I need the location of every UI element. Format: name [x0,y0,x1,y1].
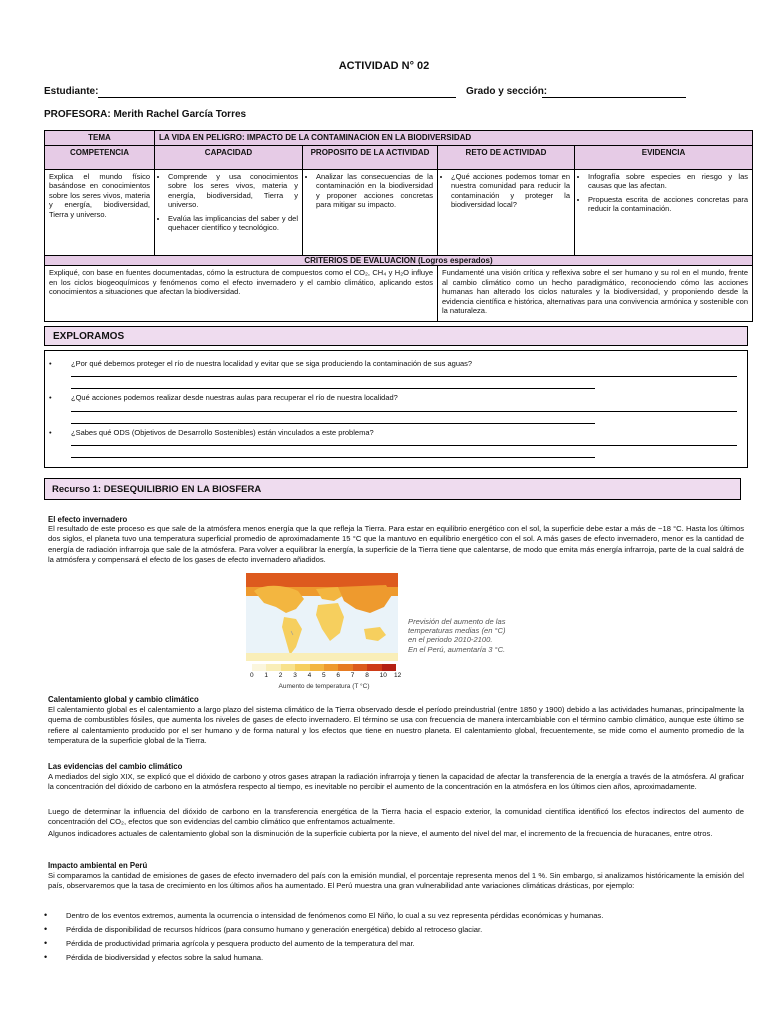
section-text: Luego de determinar la influencia del dióxido de carbono en la transferencia energética de la Tierra hacia el espacio exterior, la comunidad científica identificó los efectos indirectos del aumento de concentración del CO₂, efectos que son evidencias del cambio climático que enfrentamos actualmente. [48,807,744,827]
section-title: Calentamiento global y cambio climático [48,695,199,704]
bullet-icon: • [49,393,52,402]
scale-swatch [295,664,309,671]
proposito-cell [303,169,438,255]
section-text: El calentamiento global es el calentamiento a largo plazo del sistema climático de la Tierra observado desde el período preindustrial (entre 1850 y 1900) debido a las actividades humanas, principalmente la quema de combustibles fósiles, que aumenta los niveles de gases de efecto invernadero. El término se usa con frecuencia de manera intercambiable con el término cambio climático, aunque este último se refiere al calentamiento producido por el ser humano y de forma natural y los efectos que tiene en nuestro planeta. El calentamiento global, frecuentemente, se mide como el aumento promedio de la temperatura de la superficie global de la Tierra. [48,705,744,746]
bullet-icon: • [44,938,48,948]
scale-tick-label: 8 [365,672,369,679]
scale-swatch [252,664,266,671]
map-caption [408,617,506,654]
evidencia-item: • Infografía sobre especies en riesgo y las causas que las afectan. [588,172,748,191]
header-reto: RETO DE ACTIVIDAD [438,145,575,169]
teacher-line: PROFESORA: Merith Rachel García Torres [44,109,247,120]
recurso-bar [44,478,741,500]
scale-swatch [353,664,367,671]
impact-text: Pérdida de biodiversidad y efectos sobre la salud humana. [66,953,264,962]
capacidad-cell [155,169,303,255]
scale-label: Aumento de temperatura (T °C) [278,683,370,690]
scale-tick-label: 3 [293,672,297,679]
header-proposito: PROPOSITO DE LA ACTIVIDAD [303,145,438,169]
reto-cell [438,169,575,255]
student-label: Estudiante: [44,86,99,97]
bullet-icon: • [49,359,52,368]
evidencia-cell [575,169,753,255]
scale-swatch [382,664,396,671]
header-capacidad: CAPACIDAD [155,145,303,169]
header-evidencia: EVIDENCIA [575,145,753,169]
impact-text: Dentro de los eventos extremos, aumenta la ocurrencia o intensidad de fenómenos como El Niño, lo cual a su vez representa pérdidas económicas y humanas. [66,911,604,920]
scale-swatch [281,664,295,671]
header-competencia: COMPETENCIA [45,145,155,169]
section-text: Algunos indicadores actuales de calentamiento global son la disminución de la superficie cubierta por la nieve, el aumento del nivel del mar, el incremento de la frecuencia de huracanes, entre otros. [48,829,713,838]
reto-item: • ¿Qué acciones podemos tomar en nuestra comunidad para reducir la contaminación y proteger la biodiversidad local? [451,172,570,210]
scale-tick-label: 7 [350,672,355,679]
evidencia-item: • Propuesta escrita de acciones concretas para reducir la contaminación. [588,195,748,214]
section-text: El resultado de este proceso es que sale de la atmósfera menos energía que la que refleja la Tierra. Para estar en equilibrio energético con el sol, la superficie debe estar a más de −18 °C. Hasta los últimos dos siglos, el planeta tuvo una temperatura superficial promedio de aproximadamente 15 °C que la mantuvo en equilibrio energético con el sol. A más gases de efecto invernadero, menor es la cantidad de energía de radiación infrarroja que sale de la atmósfera. Para volver a equilibrar la energía, la superficie de la Tierra tiene que calentarse, de modo que emita más energía infrarroja, parte de la cual saldrá de la atmósfera y compensará el efecto de los gases de efecto invernadero añadidos. [48,524,744,565]
scale-tick-label: 4 [307,672,312,679]
caption-line: temperaturas medias (en °C) [408,626,506,636]
answer-line[interactable] [71,423,595,424]
competencia-cell: Explica el mundo físico basándose en conocimientos sobre los seres vivos, materia y energía, biodiversidad, Tierra y universo. [45,169,155,255]
activity-title: ACTIVIDAD N° 02 [338,60,430,72]
bullet-icon: • [44,910,48,920]
exploramos-bar [44,326,748,346]
answer-line[interactable] [71,388,595,389]
climate-figure [246,573,546,695]
capacidad-item: • Comprende y usa conocimientos sobre los seres vivos, materia y energía, biodiversidad, Tierra y universo. [168,172,298,210]
scale-tick-label: 5 [322,672,326,679]
bullet-icon: • [44,952,48,962]
bullet-icon: • [49,428,52,437]
answer-line[interactable] [71,411,737,412]
section-title: El efecto invernadero [48,515,128,524]
question-text: ¿Sabes qué ODS (Objetivos de Desarrollo Sostenibles) están vinculados a este problema? [71,428,374,437]
question-text: ¿Por qué debemos proteger el río de nuestra localidad y evitar que se siga produciendo la contaminación de sus aguas? [71,359,473,368]
scale-tick-label: 0 [250,672,254,679]
scale-tick-label: 10 [379,672,387,679]
scale-ticks [250,672,402,680]
questions-box [44,350,748,468]
impact-text: Pérdida de productividad primaria agrícola y pesquera producto del aumento de la temperatura del mar. [66,939,415,948]
caption-line: en el periodo 2010-2100. [408,635,493,645]
scale-tick-label: 1 [264,672,269,679]
activity-table [44,130,753,322]
proposito-item: • Analizar las consecuencias de la contaminación en la biodiversidad y proponer acciones concretas para mitigar su impacto. [316,172,433,210]
tema-value: LA VIDA EN PELIGRO: IMPACTO DE LA CONTAMINACION EN LA BIODIVERSIDAD [155,131,753,146]
question-text: ¿Qué acciones podemos realizar desde nuestras aulas para recuperar el río de nuestra localidad? [71,393,398,402]
answer-line[interactable] [71,445,737,446]
answer-line[interactable] [71,457,595,458]
capacidad-item: • Evalúa las implicancias del saber y del quehacer científico y tecnológico. [168,214,298,233]
grade-field[interactable] [542,86,686,98]
scale-swatch [310,664,324,671]
criterio-1: Expliqué, con base en fuentes documentadas, cómo la estructura de compuestos como el CO₂, CH₄ y H₂O influye en los ciclos biogeoquímicos y fenómenos como el efecto invernadero y el cambio climático, aplicando estos conocimientos a situaciones que afectan la biodiversidad. [45,266,438,322]
world-temperature-map [246,573,398,661]
grade-label: Grado y sección: [466,86,548,97]
scale-swatch [338,664,352,671]
student-field[interactable] [98,86,456,98]
section-text: Si comparamos la cantidad de emisiones de gases de efecto invernadero del país con la emisión mundial, el porcentaje representa menos del 1 %. Sin embargo, si analizamos históricamente la emisión del país, observaremos que la tasa de crecimiento en los últimos años ha aumentado. El Perú muestra una gran vulnerabilidad ante variaciones climáticas drásticas, por ejemplo: [48,871,744,891]
section-title: Las evidencias del cambio climático [48,762,183,771]
scale-tick-label: 6 [336,672,341,679]
caption-line: En el Perú, aumentaría 3 °C. [408,644,506,654]
bullet-icon: • [44,924,48,934]
exploramos-heading: EXPLORAMOS [53,331,125,342]
scale-swatch [324,664,338,671]
criterio-2: Fundamenté una visión crítica y reflexiva sobre el ser humano y su rol en el mundo, frente al cambio climático como un hecho paradigmático, reconociendo cómo las acciones humanas han alterado los ciclos naturales y la biodiversidad, y proponiendo desde la evidencia científica e histórica, alternativas para una convivencia armónica y sostenible con la naturaleza. [438,266,753,322]
scale-swatch [266,664,280,671]
recurso-heading: Recurso 1: DESEQUILIBRIO EN LA BIOSFERA [52,484,262,495]
scale-tick-label: 12 [394,672,402,679]
criterios-label: CRITERIOS DE EVALUACION (Logros esperados) [45,255,753,266]
scale-swatch [367,664,381,671]
caption-line: Previsión del aumento de las [408,617,506,626]
section-text: A mediados del siglo XIX, se explicó que el dióxido de carbono y otros gases atrapan la radiación infrarroja y tienen la capacidad de afectar la transferencia de la energía a través de la atmósfera. Al graficar la concentración del dióxido de carbono en la atmósfera respecto al tiempo, es inevitable no percibir el aumento de la concentración en la atmósfera en los últimos cien años, aproximadamente. [48,772,744,792]
tema-label: TEMA [45,131,155,146]
section-title: Impacto ambiental en Perú [48,861,148,870]
temperature-scale [252,664,396,671]
scale-tick-label: 2 [278,672,283,679]
answer-line[interactable] [71,376,737,377]
impact-text: Pérdida de disponibilidad de recursos hídricos (para consumo humano y generación energética) debido al retroceso glaciar. [66,925,483,934]
